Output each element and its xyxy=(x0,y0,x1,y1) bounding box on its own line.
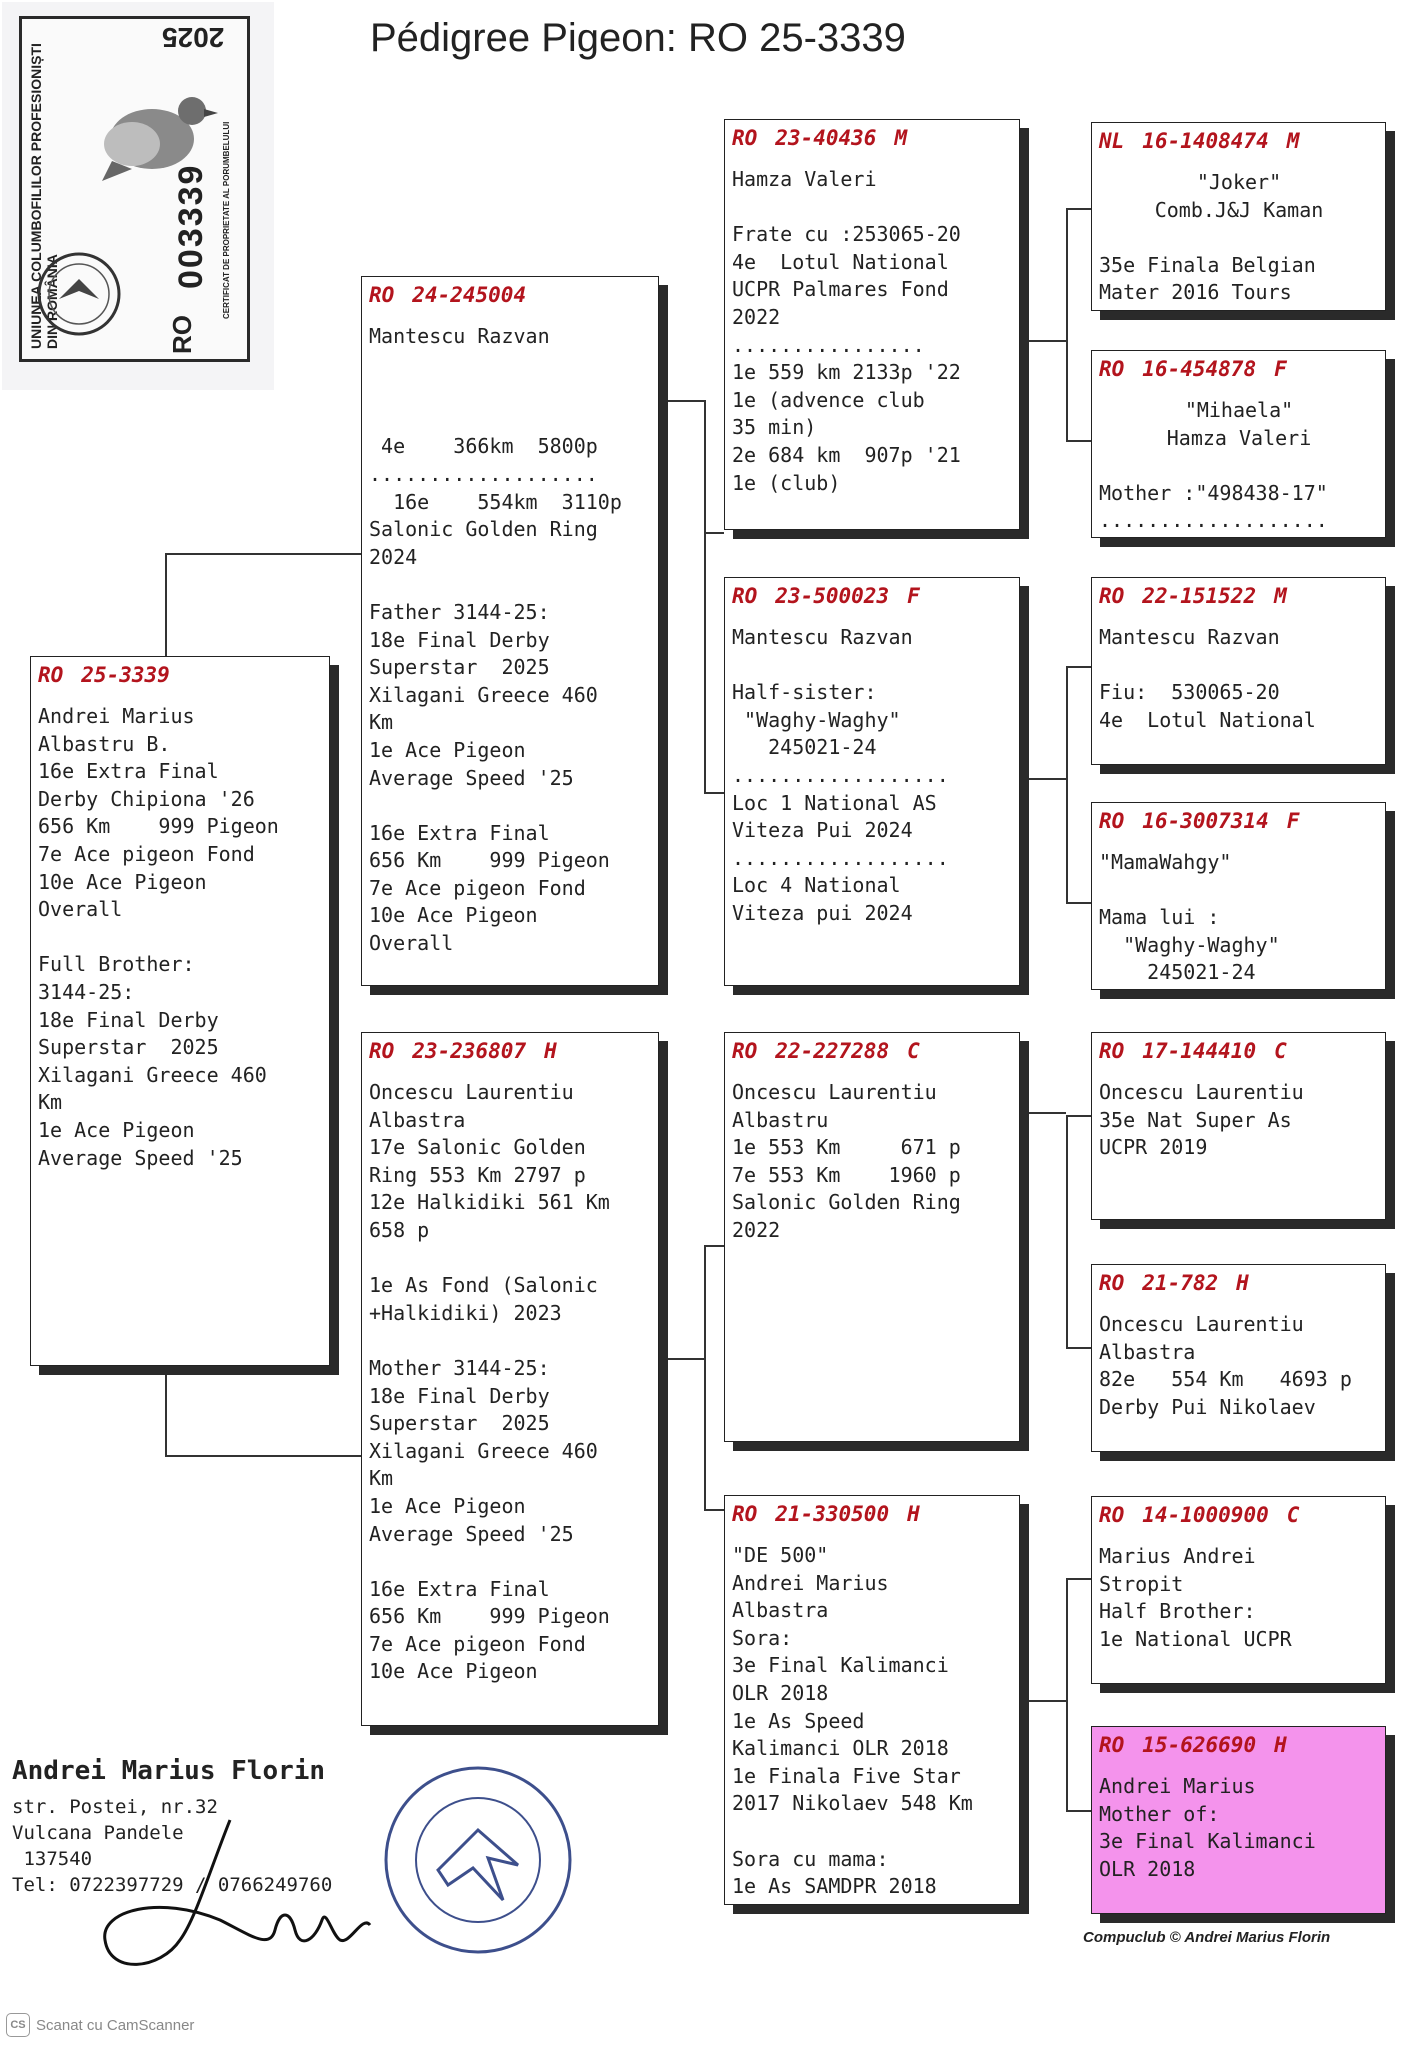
pigeon-detail-line: Km xyxy=(369,1466,394,1491)
pigeon-detail-line: "Mihaela" xyxy=(1184,398,1294,422)
pigeon-detail-line xyxy=(38,924,323,952)
ring-sex: H xyxy=(1274,1733,1287,1757)
pigeon-detail-line xyxy=(369,406,652,434)
pigeon-detail-line: Marius Andrei xyxy=(1099,1544,1256,1568)
pigeon-detail-line: 245021-24 xyxy=(732,735,877,760)
pigeon-card-dsd xyxy=(1091,1264,1386,1452)
pigeon-details xyxy=(732,624,1013,928)
pigeon-detail-line: 16e Extra Final xyxy=(38,759,219,784)
pigeon-card-sire xyxy=(361,276,659,986)
pigeon-detail-line: Average Speed '25 xyxy=(38,1145,243,1170)
ring-sex: M xyxy=(1274,584,1287,608)
pigeon-detail-line xyxy=(1099,877,1379,905)
pigeon-card-dds xyxy=(1091,1496,1386,1684)
pigeon-detail-line: 18e Final Derby xyxy=(369,1383,550,1408)
breeder-phone: Tel: 0722397729 / 0766249760 xyxy=(12,1874,333,1896)
connector-line xyxy=(1066,208,1068,440)
pigeon-details xyxy=(1099,849,1379,987)
pigeon-detail-line: 10e Ace Pigeon xyxy=(369,1659,538,1684)
pigeon-detail-line: Superstar 2025 xyxy=(369,655,550,680)
pigeon-detail-line: 2e 684 km 907p '21 xyxy=(732,442,961,467)
certificate-org: UNIUNEA COLUMBOFILILOR PROFESIONIȘTI DIN ROMÂNIA xyxy=(28,43,60,349)
ring-number xyxy=(369,283,652,307)
pigeon-detail-line: 82e 554 Km 4693 p xyxy=(1099,1367,1352,1392)
breeder-address-line: Vulcana Pandele xyxy=(12,1822,184,1844)
pigeon-detail-line: 17e Salonic Golden xyxy=(369,1135,586,1160)
connector-line xyxy=(1066,666,1068,902)
pigeon-detail-line: Loc 1 National AS xyxy=(732,790,937,815)
ring-number xyxy=(1099,1271,1379,1295)
pigeon-detail-line xyxy=(732,1818,1013,1846)
pigeon-detail-line: 7e Ace pigeon Fond xyxy=(369,1631,586,1656)
scanner-watermark xyxy=(6,2013,194,2037)
pigeon-card-dss xyxy=(1091,1032,1386,1220)
pigeon-detail-line: Superstar 2025 xyxy=(369,1411,550,1436)
pigeon-detail-line: Superstar 2025 xyxy=(38,1035,219,1060)
pigeon-detail-line: ................ xyxy=(732,332,925,357)
pigeon-detail-line: Loc 4 National xyxy=(732,873,901,898)
connector-line xyxy=(165,553,167,659)
pigeon-detail-line: Kalimanci OLR 2018 xyxy=(732,1736,949,1761)
ring-sex: H xyxy=(1236,1271,1249,1295)
pigeon-detail-line: 18e Final Derby xyxy=(369,627,550,652)
connector-line xyxy=(704,532,724,534)
ring-number xyxy=(1099,1733,1379,1757)
pigeon-detail-line: 7e 553 Km 1960 p xyxy=(732,1162,961,1187)
pigeon-detail-line: 35 min) xyxy=(732,415,817,440)
pigeon-detail-line: 1e Finala Five Star xyxy=(732,1763,961,1788)
pigeon-detail-line: 7e Ace pigeon Fond xyxy=(38,841,255,866)
pigeon-detail-line: Mama lui : xyxy=(1099,905,1220,930)
ring-country: RO xyxy=(1099,809,1125,833)
ring-ring: 23-500023 xyxy=(775,584,890,608)
pigeon-card-sds xyxy=(1091,577,1386,765)
pigeon-detail-line: Sora: xyxy=(732,1625,793,1650)
pigeon-detail-line: Mother 3144-25: xyxy=(369,1355,550,1380)
pigeon-detail-line: Xilagani Greece 460 xyxy=(38,1062,267,1087)
pigeon-detail-line: Hamza Valeri xyxy=(1166,425,1312,450)
ring-sex: M xyxy=(1286,129,1300,153)
pigeon-details xyxy=(1099,1079,1379,1162)
ring-ring: 22-227288 xyxy=(775,1039,890,1063)
pigeon-detail-line: ................... xyxy=(369,461,598,486)
connector-line xyxy=(1018,778,1066,780)
pigeon-detail-line xyxy=(369,1548,652,1576)
ring-ring: 23-40436 xyxy=(775,126,877,150)
pigeon-detail-line: 4e Lotul National xyxy=(1099,707,1316,732)
pigeon-detail-line: UCPR 2019 xyxy=(1099,1135,1208,1160)
ring-number xyxy=(1099,1503,1379,1527)
pigeon-detail-line: 1e As Speed xyxy=(732,1708,865,1733)
pigeon-detail-line: Average Speed '25 xyxy=(369,1521,574,1546)
pigeon-detail-line: Xilagani Greece 460 xyxy=(369,1438,598,1463)
ring-ring: 16-1408474 xyxy=(1142,129,1269,153)
pigeon-detail-line xyxy=(369,571,652,599)
ring-country: RO xyxy=(369,283,395,307)
pigeon-detail-line: 656 Km 999 Pigeon xyxy=(38,814,279,839)
software-credit: Compuclub © Andrei Marius Florin xyxy=(1083,1929,1331,1946)
pigeon-detail-line: 1e Ace Pigeon xyxy=(369,1493,526,1518)
connector-line xyxy=(1066,1347,1091,1349)
pigeon-detail-line: Albastra xyxy=(369,1107,466,1132)
pigeon-card-ddd xyxy=(1091,1726,1386,1914)
ring-sex: F xyxy=(907,584,920,608)
pigeon-detail-line: Half-sister: xyxy=(732,680,877,705)
pigeon-detail-line: 3e Final Kalimanci xyxy=(732,1653,949,1678)
ring-ring: 24-245004 xyxy=(412,283,527,307)
pigeon-detail-line: Oncescu Laurentiu xyxy=(369,1080,574,1104)
page-title: Pédigree Pigeon: RO 25-3339 xyxy=(370,16,906,60)
certificate-card xyxy=(19,16,250,362)
connector-line xyxy=(1018,340,1066,342)
ring-sex: H xyxy=(544,1039,557,1063)
pigeon-detail-line: 16e Extra Final xyxy=(369,820,550,845)
breeder-zip: 137540 xyxy=(12,1848,93,1870)
pigeon-detail-line: Oncescu Laurentiu xyxy=(1099,1080,1304,1104)
connector-line xyxy=(704,400,706,792)
ring-country: RO xyxy=(38,663,64,687)
pigeon-detail-line: 3e Final Kalimanci xyxy=(1099,1829,1316,1854)
pigeon-details xyxy=(1099,1773,1379,1883)
connector-line xyxy=(165,1455,361,1457)
pigeon-detail-line: Average Speed '25 xyxy=(369,765,574,790)
ring-sex: M xyxy=(894,126,908,150)
pigeon-detail-line: 10e Ace Pigeon xyxy=(38,869,207,894)
pigeon-detail-line: .................. xyxy=(732,762,949,787)
pigeon-detail-line: Andrei Marius xyxy=(1099,1774,1256,1798)
pigeon-detail-line xyxy=(1099,452,1379,480)
pigeon-detail-line: OLR 2018 xyxy=(732,1680,829,1705)
pigeon-detail-line: "DE 500" xyxy=(732,1543,829,1567)
ring-number xyxy=(1099,357,1379,381)
certificate-year: 2025 xyxy=(162,22,225,53)
pigeon-detail-line: Andrei Marius xyxy=(732,1570,889,1595)
pigeon-detail-line: Albastra xyxy=(1099,1339,1196,1364)
pigeon-detail-line: Fiu: 530065-20 xyxy=(1099,680,1280,705)
ring-sex: F xyxy=(1286,809,1300,833)
ring-number xyxy=(1099,584,1379,608)
camscanner-logo-icon: CS xyxy=(6,2013,30,2037)
pigeon-detail-line xyxy=(369,792,652,820)
ring-number xyxy=(1099,1039,1379,1063)
pigeon-card-sire-sire xyxy=(724,119,1020,530)
pigeon-detail-line: 1e Ace Pigeon xyxy=(38,1117,195,1142)
pigeon-photo-icon xyxy=(92,69,222,189)
pigeon-detail-line: 2024 xyxy=(369,544,418,569)
pigeon-detail-line xyxy=(1099,652,1379,680)
connector-line xyxy=(1066,902,1091,904)
connector-line xyxy=(1066,1810,1091,1812)
pigeon-detail-line: Xilagani Greece 460 xyxy=(369,682,598,707)
handwritten-signature xyxy=(100,1800,400,1990)
connector-line xyxy=(1018,1112,1066,1114)
ring-number xyxy=(369,1039,652,1063)
pigeon-detail-line: Full Brother: xyxy=(38,952,195,977)
pigeon-detail-line: Ring 553 Km 2797 p xyxy=(369,1162,586,1187)
ring-ring: 14-1000900 xyxy=(1142,1503,1269,1527)
pigeon-detail-line: 35e Finala Belgian xyxy=(1099,252,1316,277)
pigeon-detail-line: Mother :"498438-17" xyxy=(1099,480,1328,505)
connector-line xyxy=(1018,1700,1066,1702)
pigeon-detail-line: 656 Km 999 Pigeon xyxy=(369,1604,610,1629)
pigeon-detail-line: 1e 559 km 2133p '22 xyxy=(732,360,961,385)
ring-ring: 21-782 xyxy=(1142,1271,1219,1295)
certificate-country: RO xyxy=(167,315,197,354)
pigeon-detail-line: 4e Lotul National xyxy=(732,249,949,274)
ring-country: NL xyxy=(1099,129,1125,153)
ring-country: RO xyxy=(732,1039,758,1063)
ring-sex: C xyxy=(1286,1503,1300,1527)
pigeon-detail-line: 2022 xyxy=(732,304,781,329)
pigeon-card-sdd xyxy=(1091,802,1386,990)
pigeon-detail-line: 245021-24 xyxy=(1099,960,1256,985)
pigeon-card-sire-dam xyxy=(724,577,1020,986)
pigeon-detail-line: 1e Ace Pigeon xyxy=(369,737,526,762)
pigeon-detail-line: Derby Pui Nikolaev xyxy=(1099,1394,1316,1419)
pigeon-card-dam xyxy=(361,1032,659,1726)
pigeon-detail-line: ................... xyxy=(1099,508,1328,533)
connector-line xyxy=(1066,666,1091,668)
pigeon-detail-line: Albastru xyxy=(732,1107,829,1132)
ring-country: RO xyxy=(369,1039,395,1063)
pigeon-detail-line xyxy=(732,652,1013,680)
pigeon-detail-line: Salonic Golden Ring xyxy=(369,517,598,542)
ring-number xyxy=(1099,809,1379,833)
pigeon-details xyxy=(732,166,1013,497)
ring-country: RO xyxy=(1099,1039,1125,1063)
ring-ring: 16-3007314 xyxy=(1142,809,1269,833)
ring-ring: 22-151522 xyxy=(1142,584,1257,608)
pigeon-detail-line: +Halkidiki) 2023 xyxy=(369,1300,562,1325)
connector-line xyxy=(165,1366,167,1456)
pigeon-detail-line: 7e Ace pigeon Fond xyxy=(369,875,586,900)
certificate-subtitle: CERTIFICAT DE PROPRIETATE AL PORUMBELULUI xyxy=(222,121,231,319)
pigeon-detail-line: Salonic Golden Ring xyxy=(732,1190,961,1215)
pigeon-detail-line: 35e Nat Super As xyxy=(1099,1107,1292,1132)
ring-ring: 15-626690 xyxy=(1142,1733,1257,1757)
connector-line xyxy=(1066,1115,1068,1347)
pigeon-detail-line: 1e (club) xyxy=(732,470,841,495)
pigeon-detail-line xyxy=(1099,224,1379,252)
ring-sex: F xyxy=(1274,357,1287,381)
ring-country: RO xyxy=(1099,357,1125,381)
ring-country: RO xyxy=(732,584,758,608)
pigeon-detail-line: 3144-25: xyxy=(38,979,135,1004)
pigeon-detail-line: Mater 2016 Tours xyxy=(1099,280,1292,305)
pigeon-detail-line: Half Brother: xyxy=(1099,1599,1256,1624)
ring-number xyxy=(732,584,1013,608)
pigeon-detail-line: Oncescu Laurentiu xyxy=(732,1080,937,1104)
ring-number xyxy=(38,663,323,687)
connector-line xyxy=(704,1509,724,1511)
pigeon-detail-line: Mantescu Razvan xyxy=(369,324,550,348)
scanner-watermark-text: Scanat cu CamScanner xyxy=(36,2016,195,2034)
connector-line xyxy=(1066,1578,1091,1580)
pigeon-detail-line: Albastra xyxy=(732,1598,829,1623)
pigeon-detail-line: Comb.J&J Kaman xyxy=(1154,197,1324,222)
pigeon-detail-line: Stropit xyxy=(1099,1571,1184,1596)
pigeon-detail-line: 1e As SAMDPR 2018 xyxy=(732,1874,937,1899)
ring-sex: H xyxy=(907,1502,920,1526)
pigeon-detail-line: Viteza pui 2024 xyxy=(732,900,913,925)
union-logo-icon xyxy=(34,249,124,339)
connector-line xyxy=(704,1245,706,1509)
ring-country: RO xyxy=(732,126,758,150)
pigeon-detail-line: .................. xyxy=(732,845,949,870)
pigeon-detail-line: 2022 xyxy=(732,1217,781,1242)
pigeon-detail-line xyxy=(369,351,652,379)
ring-country: RO xyxy=(732,1502,758,1526)
pigeon-detail-line: "Waghy-Waghy" xyxy=(732,707,901,732)
pigeon-details xyxy=(1099,1311,1379,1421)
ring-country: RO xyxy=(1099,1503,1125,1527)
pigeon-detail-line xyxy=(369,378,652,406)
connector-line xyxy=(1066,208,1091,210)
pigeon-card-ssd xyxy=(1091,350,1386,538)
ring-country: RO xyxy=(1099,1733,1125,1757)
connector-line xyxy=(165,553,361,555)
pigeon-detail-line: 2017 Nikolaev 548 Km xyxy=(732,1791,973,1816)
pigeon-detail-line: Albastru B. xyxy=(38,731,171,756)
pigeon-detail-line: 1e 553 Km 671 p xyxy=(732,1135,961,1160)
pigeon-detail-line: 1e (advence club xyxy=(732,387,925,412)
ring-ring: 21-330500 xyxy=(775,1502,890,1526)
ring-ring: 25-3339 xyxy=(81,663,170,687)
pigeon-detail-line: "Waghy-Waghy" xyxy=(1099,932,1280,957)
ring-sex: C xyxy=(1274,1039,1287,1063)
ring-number xyxy=(732,1039,1013,1063)
connector-line xyxy=(1066,1578,1068,1810)
pigeon-details xyxy=(1099,624,1379,734)
pigeon-detail-line: Andrei Marius xyxy=(38,704,195,728)
pigeon-detail-line xyxy=(369,1245,652,1273)
ring-sex: C xyxy=(907,1039,920,1063)
pigeon-detail-line: Hamza Valeri xyxy=(732,167,877,191)
pigeon-details xyxy=(732,1542,1013,1901)
pigeon-detail-line: 4e 366km 5800p xyxy=(369,434,598,459)
connector-line xyxy=(658,400,704,402)
certificate-number: 003339 xyxy=(172,163,210,289)
pigeon-details xyxy=(1099,397,1379,535)
pigeon-detail-line: Overall xyxy=(38,897,123,922)
pigeon-detail-line: 656 Km 999 Pigeon xyxy=(369,848,610,873)
pigeon-detail-line: UCPR Palmares Fond xyxy=(732,277,949,302)
pigeon-card-subject xyxy=(30,656,330,1366)
pigeon-detail-line: Oncescu Laurentiu xyxy=(1099,1312,1304,1336)
pigeon-detail-line: Father 3144-25: xyxy=(369,599,550,624)
connector-line xyxy=(1066,440,1091,442)
connector-line xyxy=(704,1245,724,1247)
ownership-certificate xyxy=(2,2,274,390)
pigeon-detail-line: 12e Halkidiki 561 Km xyxy=(369,1190,610,1215)
pigeon-detail-line: 16e 554km 3110p xyxy=(369,489,622,514)
pigeon-detail-line: 658 p xyxy=(369,1217,430,1242)
pigeon-detail-line: "MamaWahgy" xyxy=(1099,850,1232,874)
pigeon-card-dam-sire xyxy=(724,1032,1020,1442)
pigeon-detail-line: Frate cu :253065-20 xyxy=(732,222,961,247)
breeder-stamp-icon xyxy=(378,1760,578,1960)
ring-country: RO xyxy=(1099,584,1125,608)
pigeon-detail-line: 16e Extra Final xyxy=(369,1576,550,1601)
ring-number xyxy=(732,1502,1013,1526)
connector-line xyxy=(658,1358,704,1360)
pigeon-card-sss xyxy=(1091,122,1386,311)
ring-country: RO xyxy=(1099,1271,1125,1295)
pigeon-detail-line: Mantescu Razvan xyxy=(1099,625,1280,649)
pigeon-detail-line: Sora cu mama: xyxy=(732,1846,889,1871)
ring-ring: 17-144410 xyxy=(1142,1039,1257,1063)
pigeon-details xyxy=(38,703,323,1172)
pigeon-details xyxy=(1099,1543,1379,1653)
pigeon-details xyxy=(369,323,652,958)
pigeon-detail-line: 10e Ace Pigeon xyxy=(369,903,538,928)
pigeon-detail-line: "Joker" xyxy=(1196,170,1282,194)
pigeon-details xyxy=(1099,169,1379,307)
pigeon-detail-line: 18e Final Derby xyxy=(38,1007,219,1032)
pigeon-detail-line: Viteza Pui 2024 xyxy=(732,818,913,843)
pigeon-detail-line: Mother of: xyxy=(1099,1801,1220,1826)
ring-number xyxy=(1099,129,1379,153)
pigeon-detail-line: Mantescu Razvan xyxy=(732,625,913,649)
breeder-address-line: str. Postei, nr.32 xyxy=(12,1796,218,1818)
ring-number xyxy=(732,126,1013,150)
pigeon-details xyxy=(732,1079,1013,1245)
pigeon-detail-line: Overall xyxy=(369,931,454,956)
ring-ring: 16-454878 xyxy=(1142,357,1257,381)
pigeon-detail-line: OLR 2018 xyxy=(1099,1856,1196,1881)
ring-ring: 23-236807 xyxy=(412,1039,527,1063)
pigeon-detail-line: Km xyxy=(38,1090,63,1115)
connector-line xyxy=(1066,1115,1091,1117)
pigeon-details xyxy=(369,1079,652,1686)
breeder-name: Andrei Marius Florin xyxy=(12,1756,326,1786)
pigeon-detail-line xyxy=(369,1327,652,1355)
pigeon-detail-line: 1e National UCPR xyxy=(1099,1626,1292,1651)
pigeon-detail-line: Km xyxy=(369,710,394,735)
connector-line xyxy=(704,792,724,794)
pigeon-detail-line: Derby Chipiona '26 xyxy=(38,786,255,811)
pigeon-detail-line xyxy=(732,194,1013,222)
pigeon-card-dam-dam xyxy=(724,1495,1020,1905)
pigeon-detail-line: 1e As Fond (Salonic xyxy=(369,1273,598,1298)
